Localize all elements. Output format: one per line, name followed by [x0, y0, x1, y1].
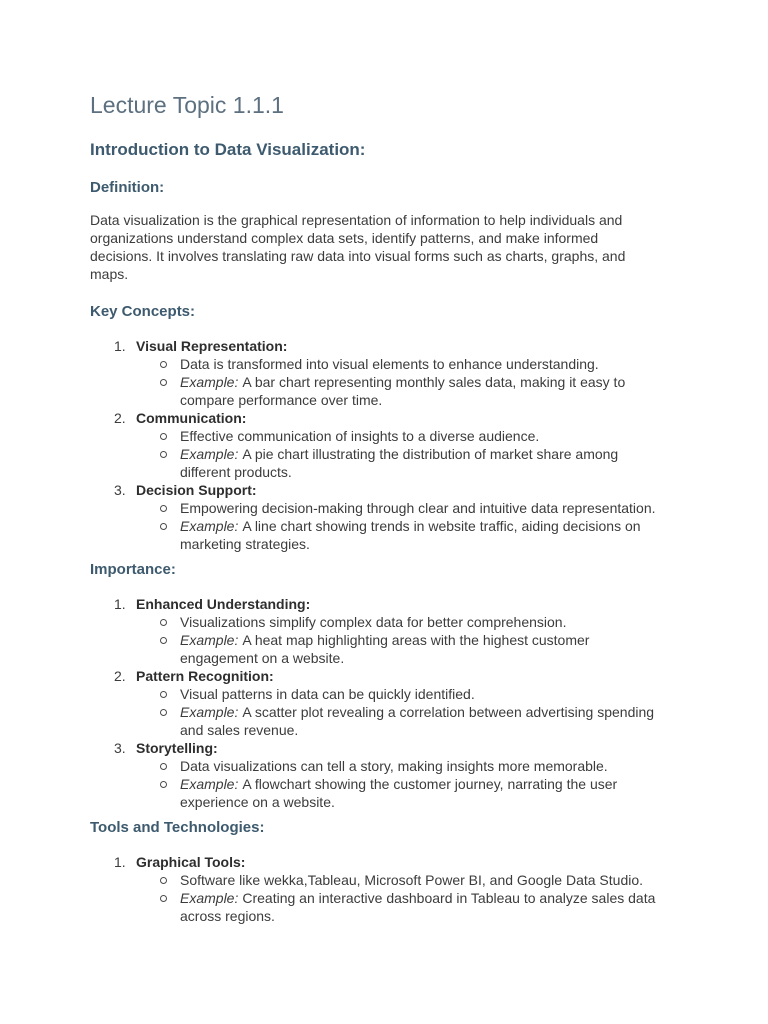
bullet-text: Visualizations simplify complex data for better comprehension.	[180, 614, 567, 630]
list-item-title: Communication:	[136, 410, 247, 426]
list-item-number: 1.	[114, 596, 126, 612]
bullet-circle-icon	[160, 781, 167, 788]
list-item-title: Decision Support:	[136, 482, 257, 498]
key-concepts-list	[90, 337, 768, 553]
example-text: A pie chart illustrating the distribution of market share among different products.	[180, 446, 619, 480]
bullet-text	[180, 704, 654, 738]
bullet-item	[90, 613, 666, 631]
bullet-item	[90, 445, 666, 481]
bullet-text	[180, 446, 618, 480]
bullet-item	[90, 355, 666, 373]
bullet-item	[90, 631, 666, 667]
example-text: Creating an interactive dashboard in Tableau to analyze sales data across regions.	[180, 890, 656, 924]
bullet-text	[180, 632, 589, 666]
bullet-text	[180, 518, 641, 552]
list-item-title: Visual Representation:	[136, 338, 288, 354]
bullet-circle-icon	[160, 523, 167, 530]
bullet-circle-icon	[160, 433, 167, 440]
example-label: Example:	[180, 632, 239, 648]
example-text: A line chart showing trends in website traffic, aiding decisions on marketing strategies.	[180, 518, 641, 552]
bullet-item	[90, 889, 666, 925]
bullet-circle-icon	[160, 763, 167, 770]
example-text: A heat map highlighting areas with the highest customer engagement on a website.	[180, 632, 590, 666]
section-heading-importance: Importance:	[90, 561, 176, 578]
list-item	[90, 739, 768, 757]
bullet-item	[90, 499, 666, 517]
bullet-circle-icon	[160, 637, 167, 644]
bullet-item	[90, 373, 666, 409]
list-item	[90, 481, 768, 499]
list-item	[90, 667, 768, 685]
list-item	[90, 595, 768, 613]
list-item-number: 3.	[114, 482, 126, 498]
section-heading-key-concepts: Key Concepts:	[90, 303, 196, 320]
list-item	[90, 337, 768, 355]
bullet-item	[90, 427, 666, 445]
bullet-item	[90, 517, 666, 553]
example-label: Example:	[180, 374, 239, 390]
bullet-circle-icon	[160, 691, 167, 698]
example-text: A flowchart showing the customer journey, narrating the user experience on a website.	[180, 776, 618, 810]
heading-definition: Definition:	[90, 179, 165, 196]
list-item-number: 2.	[114, 668, 126, 684]
bullet-text: Visual patterns in data can be quickly identified.	[180, 686, 475, 702]
bullet-item	[90, 775, 666, 811]
bullet-item	[90, 685, 666, 703]
bullet-text	[180, 890, 655, 924]
list-item-number: 3.	[114, 740, 126, 756]
importance-list	[90, 595, 768, 811]
list-item-title: Graphical Tools:	[136, 854, 246, 870]
bullet-text	[180, 374, 625, 408]
page-title: Lecture Topic 1.1.1	[90, 92, 284, 118]
example-label: Example:	[180, 446, 239, 462]
bullet-circle-icon	[160, 451, 167, 458]
list-item-number: 1.	[114, 338, 126, 354]
bullet-text: Empowering decision-making through clear and intuitive data representation.	[180, 500, 656, 516]
list-item-title: Storytelling:	[136, 740, 218, 756]
example-text: A bar chart representing monthly sales data, making it easy to compare performance over time.	[180, 374, 626, 408]
bullet-circle-icon	[160, 877, 167, 884]
bullet-text: Effective communication of insights to a diverse audience.	[180, 428, 540, 444]
bullet-circle-icon	[160, 505, 167, 512]
example-label: Example:	[180, 518, 239, 534]
bullet-item	[90, 871, 666, 889]
bullet-text: Data is transformed into visual elements to enhance understanding.	[180, 356, 599, 372]
list-item	[90, 409, 768, 427]
list-item-title: Pattern Recognition:	[136, 668, 274, 684]
bullet-circle-icon	[160, 619, 167, 626]
list-item	[90, 853, 768, 871]
bullet-text: Data visualizations can tell a story, making insights more memorable.	[180, 758, 608, 774]
bullet-text: Software like wekka,Tableau, Microsoft Power BI, and Google Data Studio.	[180, 872, 644, 888]
example-label: Example:	[180, 776, 239, 792]
example-label: Example:	[180, 890, 239, 906]
list-item-title: Enhanced Understanding:	[136, 596, 311, 612]
example-text: A scatter plot revealing a correlation between advertising spending and sales revenue.	[180, 704, 655, 738]
bullet-text	[180, 776, 617, 810]
bullet-circle-icon	[160, 709, 167, 716]
bullet-item	[90, 757, 666, 775]
definition-paragraph: Data visualization is the graphical representation of information to help individuals and organizations understand complex data sets, identify patterns, and make informed decisions. It involves translating raw data into visual forms such as charts, graphs, and maps.	[90, 212, 626, 282]
bullet-item	[90, 703, 666, 739]
bullet-circle-icon	[160, 361, 167, 368]
tools-list	[90, 853, 768, 925]
example-label: Example:	[180, 704, 239, 720]
list-item-number: 1.	[114, 854, 126, 870]
list-item-number: 2.	[114, 410, 126, 426]
heading-introduction: Introduction to Data Visualization:	[90, 140, 366, 159]
bullet-circle-icon	[160, 895, 167, 902]
section-heading-tools: Tools and Technologies:	[90, 819, 265, 836]
bullet-circle-icon	[160, 379, 167, 386]
